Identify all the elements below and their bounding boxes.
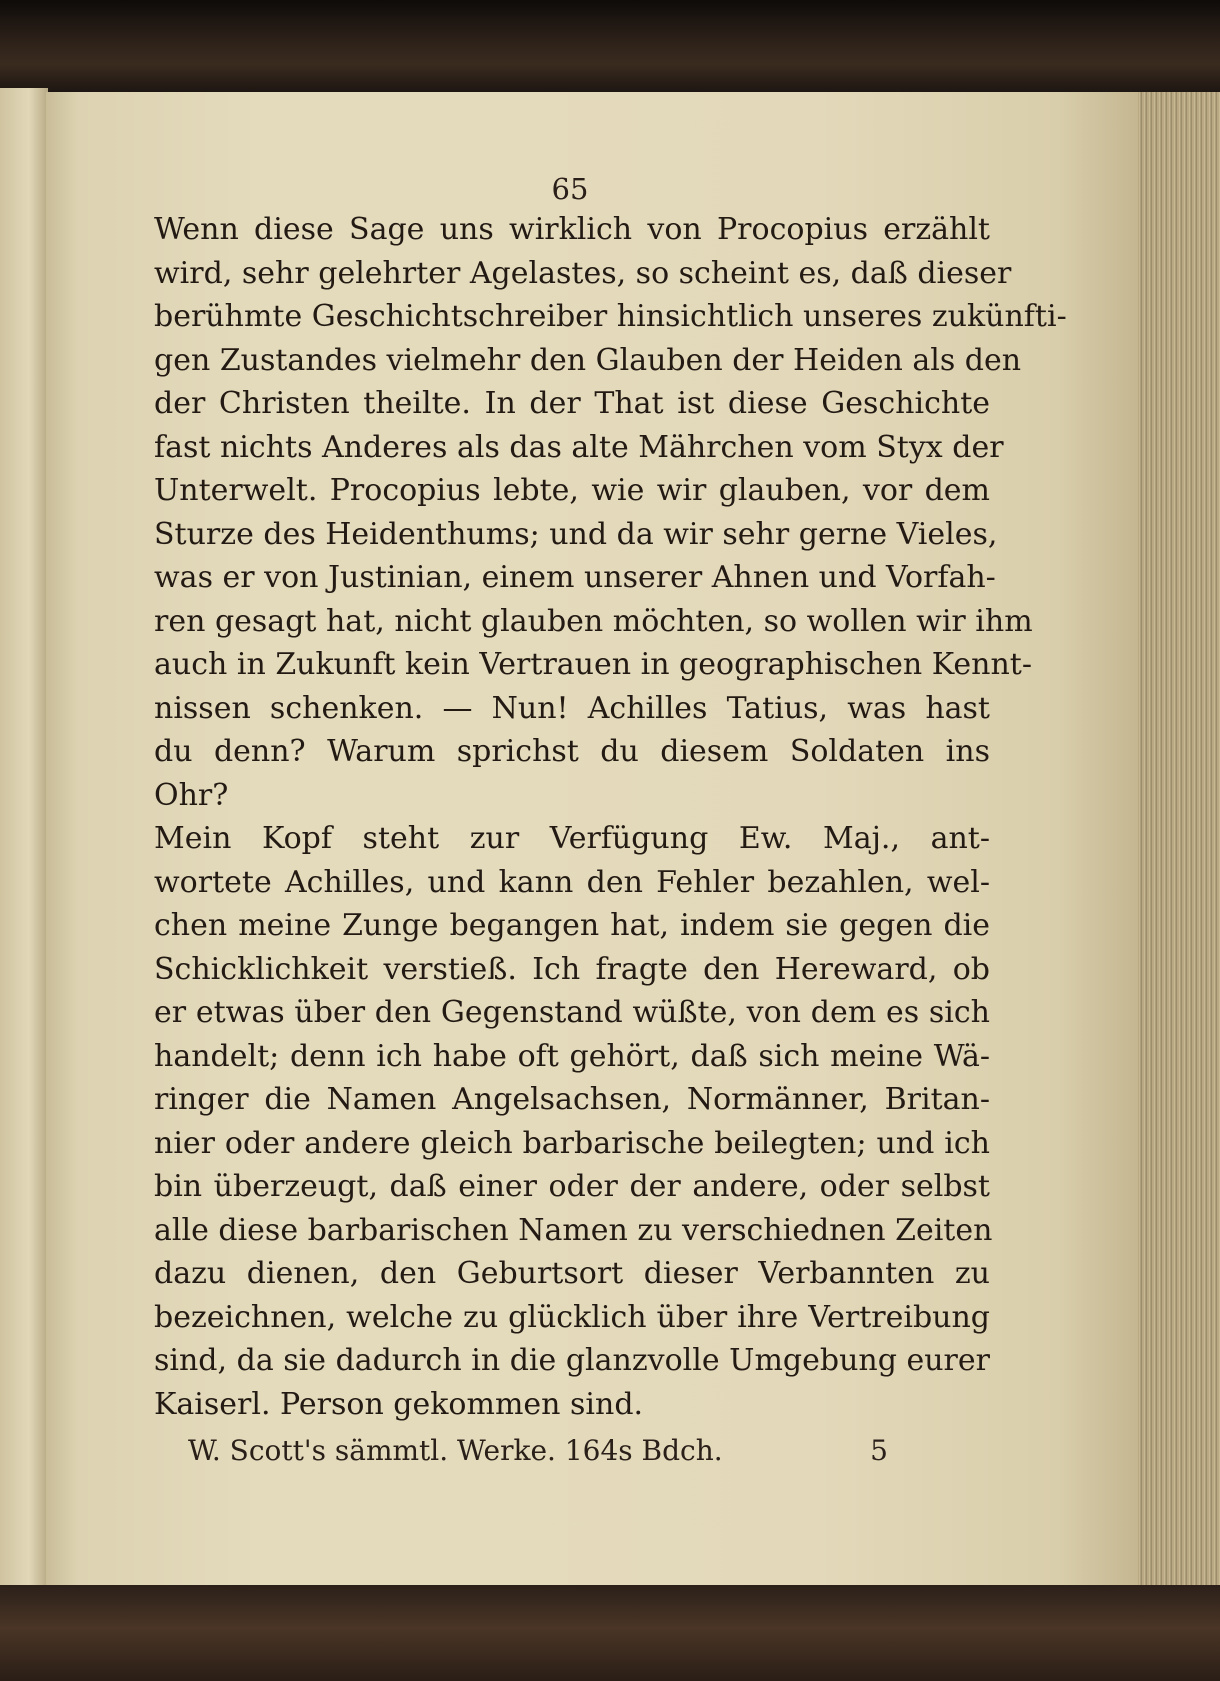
signature-mark: 5	[870, 1434, 888, 1467]
text-line: auch in Zukunft kein Vertrauen in geographischen Kennt-	[154, 647, 1032, 682]
footer-imprint: W. Scott's sämmtl. Werke. 164s Bdch.	[188, 1434, 723, 1467]
text-line: alle diese barbarischen Namen zu verschiednen Zeiten	[154, 1212, 993, 1248]
body-text	[154, 170, 1067, 1426]
text-line: fast nichts Anderes als das alte Mährchen vom Styx der	[154, 429, 1004, 465]
book-binding-top	[0, 0, 1220, 92]
text-line: Sturze des Heidenthums; und da wir sehr gerne Vieles,	[154, 516, 998, 552]
text-line: chen meine Zunge begangen hat, indem sie gegen die	[154, 908, 990, 943]
text-line: dazu dienen, den Geburtsort dieser Verbannten zu	[154, 1256, 990, 1291]
paragraph-2	[154, 817, 993, 1426]
text-line: wird, sehr gelehrter Agelastes, so scheint es, daß dieser	[154, 255, 1012, 291]
text-line: du denn? Warum sprichst du diesem Soldaten ins	[154, 734, 990, 769]
text-line: Kaiserl. Person gekommen sind.	[154, 1386, 644, 1422]
text-line: wortete Achilles, und kann den Fehler bezahlen, wel-	[154, 864, 990, 900]
left-page-edge	[0, 88, 48, 1588]
text-line: er etwas über den Gegenstand wüßte, von dem es sich	[154, 995, 990, 1030]
book-binding-bottom	[0, 1585, 1220, 1681]
text-line: nissen schenken. — Nun! Achilles Tatius, was hast	[154, 690, 990, 726]
text-line: Mein Kopf steht zur Verfügung Ew. Maj., ant-	[154, 821, 990, 856]
text-line: Wenn diese Sage uns wirklich von Procopius erzählt	[154, 212, 990, 247]
text-line: sind, da sie dadurch in die glanzvolle Umgebung eurer	[154, 1343, 990, 1378]
text-line: Unterwelt. Procopius lebte, wie wir glauben, vor dem	[154, 473, 990, 508]
text-line: Ohr?	[154, 777, 229, 813]
page-number: 65	[551, 172, 589, 206]
paragraph-1	[154, 208, 1067, 817]
text-line: ren gesagt hat, nicht glauben möchten, so wollen wir ihm	[154, 603, 1033, 639]
text-line: nier oder andere gleich barbarische beilegten; und ich	[154, 1125, 990, 1161]
page-footer	[188, 1434, 888, 1478]
text-line: berühmte Geschichtschreiber hinsichtlich unseres zukünfti-	[154, 299, 1067, 334]
text-line: was er von Justinian, einem unserer Ahnen und Vorfah-	[154, 560, 996, 595]
text-line: handelt; denn ich habe oft gehört, daß sich meine Wä-	[154, 1038, 990, 1074]
text-line: bezeichnen, welche zu glücklich über ihre Vertreibung	[154, 1299, 990, 1335]
text-line: gen Zustandes vielmehr den Glauben der Heiden als den	[154, 342, 1022, 378]
text-line: der Christen theilte. In der That ist diese Geschichte	[154, 386, 990, 421]
text-line: bin überzeugt, daß einer oder der andere, oder selbst	[154, 1169, 990, 1204]
text-line: ringer die Namen Angelsachsen, Normänner, Britan-	[154, 1082, 990, 1117]
page-stack-edges	[1138, 92, 1220, 1590]
text-line: Schicklichkeit verstieß. Ich fragte den Hereward, ob	[154, 951, 990, 987]
